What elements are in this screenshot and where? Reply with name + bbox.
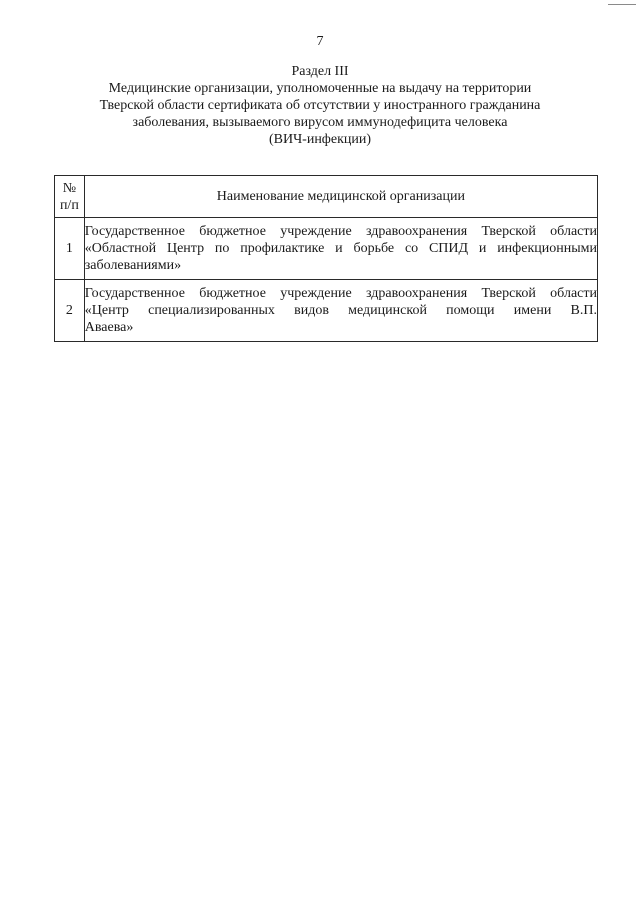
row-number: 2 xyxy=(55,280,85,342)
column-header-number xyxy=(55,176,85,218)
column-header-name: Наименование медицинской организации xyxy=(84,176,597,218)
organization-name xyxy=(84,280,597,342)
organization-name-line: «Областной Центр по профилактике и борьбе со СПИД и инфекционными xyxy=(84,241,597,256)
scan-corner-mark xyxy=(608,4,636,5)
section-label: Раздел III xyxy=(291,64,349,79)
section-title-line: Медицинские организации, уполномоченные на выдачу на территории xyxy=(108,81,532,96)
row-number: 1 xyxy=(55,218,85,280)
page-number: 7 xyxy=(316,34,324,49)
table-row xyxy=(55,218,598,280)
section-title-line: заболевания, вызываемого вирусом иммунодефицита человека xyxy=(132,115,508,130)
organization-name-line: заболеваниями» xyxy=(84,258,182,273)
section-title-line: (ВИЧ-инфекции) xyxy=(268,132,372,147)
organization-name-line: Государственное бюджетное учреждение здравоохранения Тверской области xyxy=(84,286,597,301)
column-header-number-line: п/п xyxy=(59,197,79,213)
organizations-table xyxy=(54,175,598,342)
organization-name xyxy=(84,218,597,280)
section-heading xyxy=(0,63,640,148)
section-title-line: Тверской области сертификата об отсутствии у иностранного гражданина xyxy=(99,98,541,113)
organization-name-line: Государственное бюджетное учреждение здравоохранения Тверской области xyxy=(84,224,597,239)
table-header-row xyxy=(55,176,598,218)
organization-name-line: Аваева» xyxy=(84,320,134,335)
organization-name-line: «Центр специализированных видов медицинской помощи имени В.П. xyxy=(84,303,597,318)
column-header-number-line: № xyxy=(62,180,77,196)
table-row xyxy=(55,280,598,342)
